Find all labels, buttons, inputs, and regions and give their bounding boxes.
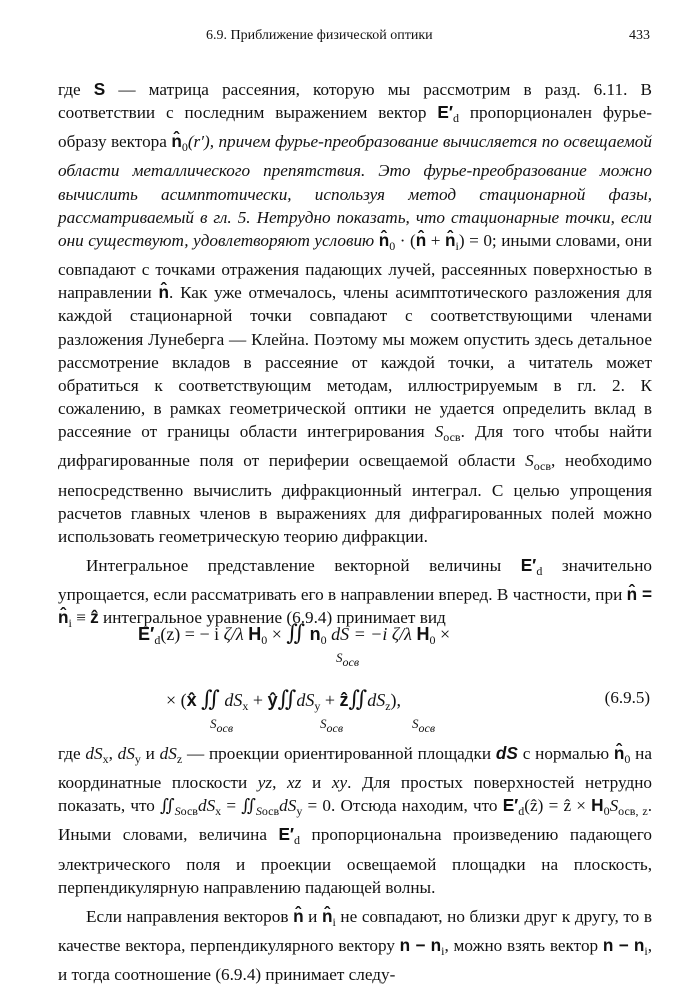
text-run: S (609, 796, 619, 816)
equation-1-line (138, 620, 450, 648)
text-run: xz (287, 773, 302, 793)
text-run: — проекции ориентированной площадки (182, 744, 496, 763)
subscript: x (102, 752, 109, 766)
symbol-s-matrix: S (93, 79, 106, 99)
symbol-e-prime: E′ (278, 824, 295, 845)
page-number: 433 (629, 28, 650, 43)
symbol-s: S (434, 422, 444, 442)
text-run: dS (85, 744, 103, 763)
text-run: (ẑ) = ẑ × (524, 796, 592, 816)
equation-2 (58, 682, 652, 738)
subscript: осв (342, 655, 360, 669)
text-run: S (210, 716, 217, 731)
text-run: . Для простых поверхностей нетрудно показать, что ∬ (58, 773, 653, 816)
text-run: + (320, 690, 340, 710)
subscript: осв (216, 721, 234, 735)
eq-h0: H (416, 624, 430, 644)
text-run: dS (296, 690, 315, 710)
text-run: dS (159, 744, 177, 763)
text-run: Интегральное представление векторной величины (86, 555, 521, 575)
subscript: 0 (320, 633, 327, 647)
text-run: = 0. Отсюда находим, что (302, 796, 503, 816)
text-run: , (272, 773, 288, 793)
symbol-s: S (525, 451, 534, 471)
subscript: 0 (603, 804, 610, 819)
symbol-n-hat: n̂ (171, 131, 182, 152)
text-run: и (140, 744, 160, 763)
text-run: dS (197, 796, 216, 816)
symbol-n-minus: n − n (399, 935, 442, 956)
text-run: ), (390, 690, 402, 710)
fraction: ζ/λ (223, 624, 244, 644)
text-run: ≡ (71, 608, 91, 628)
text-run: где (58, 744, 86, 763)
subscript: S (255, 804, 262, 819)
text-run: ) = 0; иными словами, они совпадают с точками отражения падающих лучей, рассеянных поверхностью в направлении (58, 230, 652, 303)
text-run: и (303, 906, 322, 926)
text-run: пропорционален фурье-образу вектора (58, 103, 652, 152)
integral-subscript (336, 650, 359, 670)
main-text-lower (58, 742, 652, 986)
text-run: S (320, 716, 327, 731)
subscript: i (644, 944, 648, 959)
subscript: y (296, 804, 303, 819)
subscript: осв, z (618, 804, 648, 819)
symbol-n-hat: n̂ (293, 905, 304, 926)
symbol-e-prime: E′ (437, 102, 453, 123)
integral-sign: ∬ (348, 686, 368, 711)
subscript: d (536, 563, 543, 578)
subscript: d (452, 111, 459, 126)
symbol-n-hat: n̂ (613, 743, 625, 763)
subscript: z (385, 699, 391, 713)
subscript: осв (418, 721, 436, 735)
text-run: . Для того чтобы найти дифрагированные поля от периферии освещаемой области (58, 422, 652, 471)
text-run: × (435, 624, 451, 644)
text-run: dS (495, 743, 518, 763)
subscript: z (176, 752, 183, 766)
equation-1 (58, 616, 652, 672)
eq-y-hat: ŷ (267, 690, 278, 710)
text-run: , необходимо непосредственно вычислить дифракционный интеграл. С целью упрощения расчетов главных членов в выражениях для дифрагированных полей можно использовать геометрическую теорию дифракции. (58, 451, 652, 546)
symbol-n-hat: n̂ (158, 282, 169, 303)
text-run: где (58, 80, 94, 99)
subscript: i (441, 944, 445, 959)
section-title: 6.9. Приближение физической оптики (206, 28, 433, 43)
subscript: d (294, 833, 301, 848)
eq-n0: n (309, 624, 321, 644)
symbol-n-hat-equals: n̂ = n̂ (58, 584, 652, 628)
page-header (58, 28, 650, 50)
symbol-h0: H (591, 795, 604, 816)
text-run: с нормалью (517, 744, 614, 763)
eq-e-prime: E′ (138, 624, 155, 644)
text-run: dS (117, 744, 135, 763)
text-run: пропорциональна произведению падающего электрического поля и проекции освещаемой площадки на плоскость, перпендикулярную направлению падающей волны. (58, 825, 652, 897)
symbol-z-hat: ẑ (90, 607, 99, 628)
subscript: d (518, 804, 525, 819)
subscript: y (134, 752, 141, 766)
text-run: не совпадают, но близки друг к другу, то в качестве вектора, перпендикулярного вектору (58, 906, 652, 956)
subscript: S (174, 804, 181, 819)
text-run: × (267, 624, 287, 644)
main-text (58, 78, 652, 635)
eq-z-hat: ẑ (339, 690, 349, 710)
text-run: . Как уже отмечалось, члены асимптотического разложения для каждой стационарной точки совпадают с соответствующими членами разложения Лунеберга — Клейна. Поэтому мы можем опустить здесь детальное рассмотрение вкладов в рассеяние от каждой точки, а читатель может обратиться к соответствующим методам, иллюстрируемым в гл. 2. К сожалению, в рамках геометрической оптики не удается определить вклад в рассеяние от границы области интегрирования (58, 283, 653, 442)
text-run: + (426, 230, 445, 250)
fraction: ζ/λ (391, 624, 412, 644)
integral-subscript (412, 716, 435, 736)
text-run: dS (219, 690, 243, 710)
symbol-e-prime: E′ (502, 795, 519, 816)
text-run: , (108, 744, 118, 763)
eq-h0: H (248, 624, 262, 644)
symbol-n-hat: n̂ (378, 229, 390, 250)
integral-sign: ∬ (286, 620, 306, 645)
subscript: 0 (429, 633, 436, 647)
text-run: , и тогда соотношение (6.9.4) принимает следу- (58, 936, 652, 985)
text-run: . Иными словами, величина (58, 796, 652, 845)
text-run: xy (331, 773, 348, 793)
subscript: x (242, 699, 249, 713)
text-run: yz (257, 773, 273, 793)
text-run: · ( (395, 230, 416, 250)
text-run: , можно взять вектор (444, 936, 603, 956)
subscript: осв (261, 804, 280, 819)
text-run: — матрица рассеяния, которую мы рассмотрим в разд. 6.11. В соответствии с последним выражением вектор (58, 80, 652, 123)
subscript: 0 (624, 752, 631, 766)
text-run: значительно упрощается, если рассматривать его в направлении вперед. В частности, при (58, 555, 652, 605)
paragraph-1 (58, 78, 652, 548)
text-run: интегральное уравнение (6.9.4) принимает вид (98, 608, 446, 628)
integral-sign: ∬ (277, 686, 297, 711)
text-run: (z) = − i (160, 624, 224, 644)
paragraph-4 (58, 905, 652, 986)
subscript: осв (443, 430, 461, 445)
text-run: на координатные плоскости (58, 744, 652, 793)
equation-number: (6.9.5) (604, 688, 650, 707)
subscript: i (68, 616, 72, 631)
eq-x-hat: x̂ (186, 690, 197, 710)
integral-subscript (210, 716, 233, 736)
subscript: осв (326, 721, 344, 735)
subscript: i (332, 914, 336, 929)
subscript: осв (533, 459, 552, 474)
symbol-n-hat: n̂ (415, 229, 427, 250)
integral-subscript (320, 716, 343, 736)
text-run: + (248, 690, 268, 710)
symbol-n-minus: n − n (602, 935, 645, 956)
text-run: Если направления векторов (86, 906, 294, 926)
symbol-n-hat: n̂ (445, 229, 456, 250)
integral-sign: ∬ (201, 686, 220, 711)
subscript: 0 (261, 633, 268, 647)
symbol-n-hat: n̂ (321, 905, 333, 926)
symbol-e-prime: E′ (520, 554, 537, 575)
subscript: i (455, 238, 459, 253)
text-run: и (301, 773, 332, 793)
text-run: dS = −i (326, 624, 392, 644)
text-run: (r′), причем фурье-преобразование вычисляется по освещаемой области металлического препятствия. Это фурье-преобразование можно вычислить асимптотически, используя метод стационарной фазы, рассматриваемый в гл. 5. Нетрудно показать, что стационарные точки, если они существуют, удовлетворяют условию (58, 132, 652, 250)
subscript: d (154, 633, 161, 647)
subscript: x (215, 804, 222, 819)
subscript: осв (180, 804, 198, 819)
text-run: S (336, 650, 343, 665)
text-run: dS (279, 796, 297, 816)
paragraph-3 (58, 742, 652, 899)
subscript: 0 (181, 140, 188, 155)
text-run: × ( (166, 690, 187, 710)
text-run: dS (367, 690, 386, 710)
subscript: y (314, 699, 321, 713)
text-run: = ∬ (221, 796, 256, 816)
equation-2-line (166, 686, 401, 714)
subscript: 0 (389, 238, 396, 253)
text-run: S (412, 716, 419, 731)
